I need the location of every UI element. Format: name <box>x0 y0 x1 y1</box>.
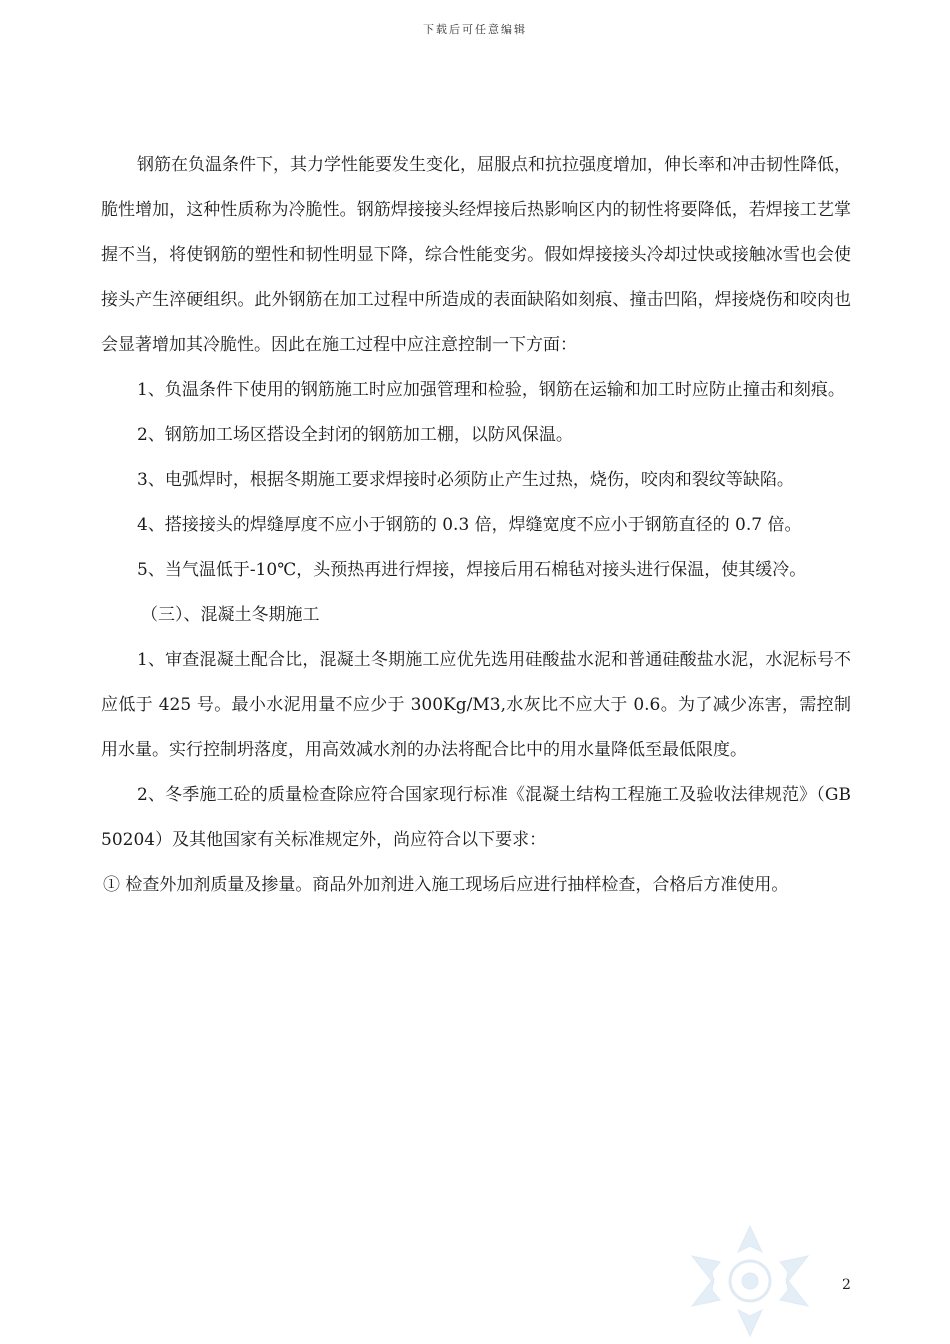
page-number: 2 <box>842 1277 851 1293</box>
list-item-2: 2、钢筋加工场区搭设全封闭的钢筋加工棚，以防风保温。 <box>137 425 573 445</box>
list-item-5: 5、当气温低于-10℃，头预热再进行焊接，焊接后用石棉毡对接头进行保温，使其缓冷。 <box>137 560 807 580</box>
concrete-item-2: 2、冬季施工砼的质量检查除应符合国家现行标准《混凝土结构工程施工及验收法律规范》（GB50204）及其他国家有关标准规定外，尚应符合以下要求： <box>101 785 851 850</box>
list-item-4: 4、搭接接头的焊缝厚度不应小于钢筋的 0.3 倍，焊缝宽度不应小于钢筋直径的 0.7 倍。 <box>137 515 802 535</box>
paragraph-intro: 钢筋在负温条件下，其力学性能要发生变化，屈服点和抗拉强度增加，伸长率和冲击韧性降低，脆性增加，这种性质称为冷脆性。钢筋焊接接头经焊接后热影响区内的韧性将要降低，若焊接工艺掌握不当，将使钢筋的塑性和韧性明显下降，综合性能变劣。假如焊接接头冷却过快或接触冰雪也会使接头产生淬硬组织。此外钢筋在加工过程中所造成的表面缺陷如刻痕、撞击凹陷，焊接烧伤和咬肉也会显著增加其冷脆性。因此在施工过程中应注意控制一下方面： <box>101 155 851 355</box>
list-item-3: 3、电弧焊时，根据冬期施工要求焊接时必须防止产生过热，烧伤，咬肉和裂纹等缺陷。 <box>137 470 794 490</box>
concrete-item-1: 1、审查混凝土配合比，混凝土冬期施工应优先选用硅酸盐水泥和普通硅酸盐水泥，水泥标号不应低于 425 号。最小水泥用量不应少于 300Kg/M3,水灰比不应大于 0.6。为了减少冻害，需控制用水量。实行控制坍落度，用高效减水剂的办法将配合比中的用水量降低至最低限度。 <box>101 650 851 760</box>
page-header: 下载后可任意编辑 <box>423 23 527 36</box>
sub-item-1: ① 检查外加剂质量及掺量。商品外加剂进入施工现场后应进行抽样检查，合格后方准使用。 <box>103 875 789 895</box>
section-heading: （三）、混凝土冬期施工 <box>141 605 320 625</box>
list-item-1: 1、负温条件下使用的钢筋施工时应加强管理和检验，钢筋在运输和加工时应防止撞击和刻痕。 <box>137 380 845 400</box>
snowflake-logo-icon <box>686 1222 814 1340</box>
document-body <box>101 143 851 908</box>
